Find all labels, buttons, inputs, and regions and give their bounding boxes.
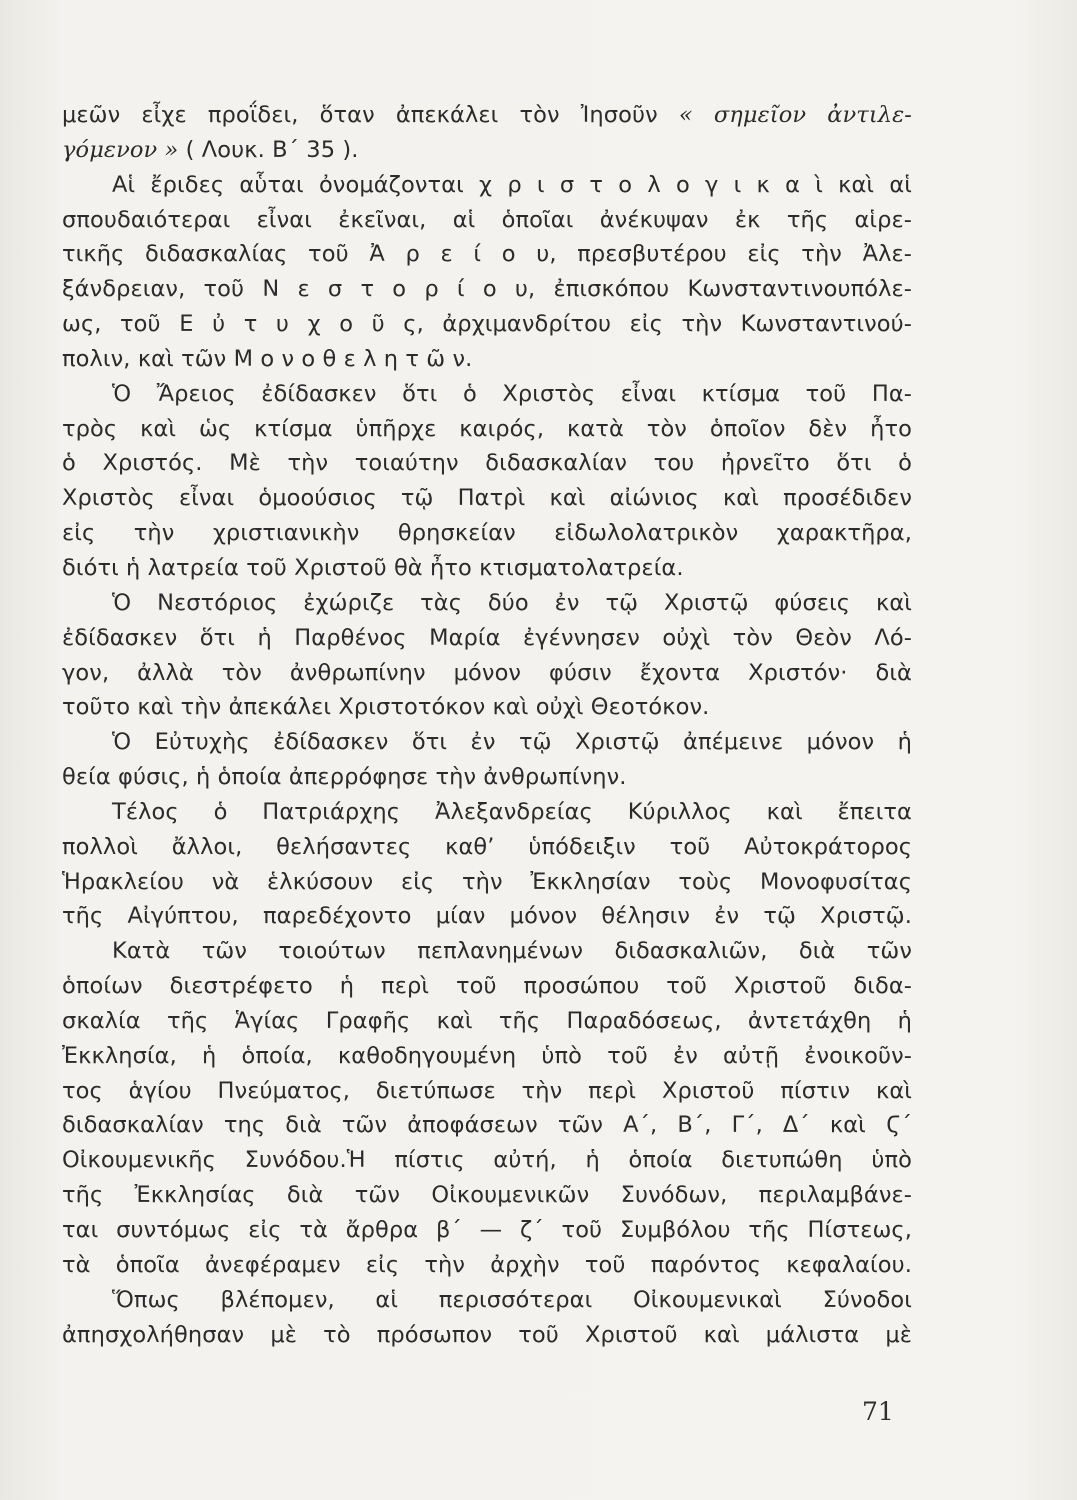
text-line: ὁποίων διεστρέφετο ἡ περὶ τοῦ προσώπου τοῦ Χριστοῦ διδα- <box>62 973 912 1000</box>
text-line: μεῶν εἶχε προΐδει, ὅταν ἀπεκάλει τὸν Ἰησοῦν « σημεῖον ἀντιλε- <box>62 102 912 128</box>
text-line: τῆς Ἐκκλησίας διὰ τῶν Οἰκουμενικῶν Συνόδων, περιλαμβάνε- <box>62 1182 912 1209</box>
text-line: Οἰκουμενικῆς Συνόδου.Ἡ πίστις αὐτή, ἡ ὁποία διετυπώθη ὑπὸ <box>62 1147 912 1174</box>
text-line: διδασκαλίαν της διὰ τῶν ἀποφάσεων τῶν Α΄, Β΄, Γ΄, Δ΄ καὶ Ϛ΄ <box>62 1112 912 1139</box>
text-line: τρὸς καὶ ὡς κτίσμα ὑπῆρχε καιρός, κατὰ τὸν ὁποῖον δὲν ἦτο <box>62 415 912 442</box>
text-line: τος ἁγίου Πνεύματος, διετύπωσε τὴν περὶ Χριστοῦ πίστιν καὶ <box>62 1077 912 1104</box>
text-line: πολιν, καὶ τῶν Μ ο ν ο θ ε λ η τ ῶ ν. <box>62 345 473 372</box>
text-line: ἐδίδασκεν ὅτι ἡ Παρθένος Μαρία ἐγέννησεν οὐχὶ τὸν Θεὸν Λό- <box>62 624 912 651</box>
text-line: τικῆς διδασκαλίας τοῦ Ἀ ρ ε ί ο υ, πρεσβυτέρου εἰς τὴν Ἀλε- <box>62 241 912 268</box>
text-line: θεία φύσις, ἡ ὁποία ἀπερρόφησε τὴν ἀνθρωπίνην. <box>62 764 627 791</box>
text-line: ὁ Χριστός. Μὲ τὴν τοιαύτην διδασκαλίαν του ἠρνεῖτο ὅτι ὁ <box>62 450 912 477</box>
text-line: τὰ ὁποῖα ἀνεφέραμεν εἰς τὴν ἀρχὴν τοῦ παρόντος κεφαλαίου. <box>62 1251 912 1278</box>
page-number: 71 <box>862 1397 894 1426</box>
text-line: σπουδαιότεραι εἶναι ἐκεῖναι, αἱ ὁποῖαι ἀνέκυψαν ἐκ τῆς αἱρε- <box>62 206 912 233</box>
text-line: γον, ἀλλὰ τὸν ἀνθρωπίνην μόνον φύσιν ἔχοντα Χριστόν· διὰ <box>62 659 912 686</box>
text-line: διότι ἡ λατρεία τοῦ Χριστοῦ θὰ ἦτο κτισματολατρεία. <box>62 554 684 581</box>
text-line: τοῦτο καὶ τὴν ἀπεκάλει Χριστοτόκον καὶ οὐχὶ Θεοτόκον. <box>62 694 710 721</box>
text-line: Ὁ Ἄρειος ἐδίδασκεν ὅτι ὁ Χριστὸς εἶναι κτίσμα τοῦ Πα- <box>112 380 912 407</box>
text-line: τῆς Αἰγύπτου, παρεδέχοντο μίαν μόνον θέλησιν ἐν τῷ Χριστῷ. <box>62 903 912 930</box>
text-line: Κατὰ τῶν τοιούτων πεπλανημένων διδασκαλιῶν, διὰ τῶν <box>112 938 912 965</box>
text-line: ως, τοῦ Ε ὐ τ υ χ ο ῦ ς, ἀρχιμανδρίτου εἰς τὴν Κωνσταντινού- <box>62 311 912 338</box>
text-line: σκαλία τῆς Ἁγίας Γραφῆς καὶ τῆς Παραδόσεως, ἀντετάχθη ἡ <box>62 1007 912 1034</box>
text-line: Ἡρακλείου νὰ ἑλκύσουν εἰς τὴν Ἐκκλησίαν τοὺς Μονοφυσίτας <box>62 868 912 895</box>
text-line: Χριστὸς εἶναι ὁμοούσιος τῷ Πατρὶ καὶ αἰώνιος καὶ προσέδιδεν <box>62 485 912 512</box>
text-line: πολλοὶ ἄλλοι, θελήσαντες καθ’ ὑπόδειξιν τοῦ Αὐτοκράτορος <box>62 833 912 860</box>
text-line: Τέλος ὁ Πατριάρχης Ἀλεξανδρείας Κύριλλος καὶ ἔπειτα <box>112 798 912 825</box>
text-line: ται συντόμως εἰς τὰ ἄρθρα β΄ — ζ΄ τοῦ Συμβόλου τῆς Πίστεως, <box>62 1217 912 1243</box>
text-line: ἀπησχολήθησαν μὲ τὸ πρόσωπον τοῦ Χριστοῦ καὶ μάλιστα μὲ <box>62 1321 912 1348</box>
text-line: Ὅπως βλέπομεν, αἱ περισσότεραι Οἰκουμενικαὶ Σύνοδοι <box>112 1286 912 1313</box>
text-line: Ὁ Εὐτυχὴς ἐδίδασκεν ὅτι ἐν τῷ Χριστῷ ἀπέμεινε μόνον ἡ <box>112 729 912 756</box>
text-line: Ἐκκλησία, ἡ ὁποία, καθοδηγουμένη ὑπὸ τοῦ ἐν αὐτῇ ἐνοικοῦν- <box>62 1042 912 1069</box>
text-line: ξάνδρειαν, τοῦ Ν ε σ τ ο ρ ί ο υ, ἐπισκόπου Κωνσταντινουπόλε- <box>62 276 912 303</box>
body-text <box>62 98 912 1352</box>
text-line: Αἱ ἔριδες αὗται ὀνομάζονται χ ρ ι σ τ ο λ ο γ ι κ α ὶ καὶ αἱ <box>112 171 912 198</box>
text-line: εἰς τὴν χριστιανικὴν θρησκείαν εἰδωλολατρικὸν χαρακτῆρα, <box>62 520 912 547</box>
text-line: γόμενον » ( Λουκ. Β΄ 35 ). <box>62 136 359 163</box>
text-line: Ὁ Νεστόριος ἐχώριζε τὰς δύο ἐν τῷ Χριστῷ φύσεις καὶ <box>112 589 912 616</box>
